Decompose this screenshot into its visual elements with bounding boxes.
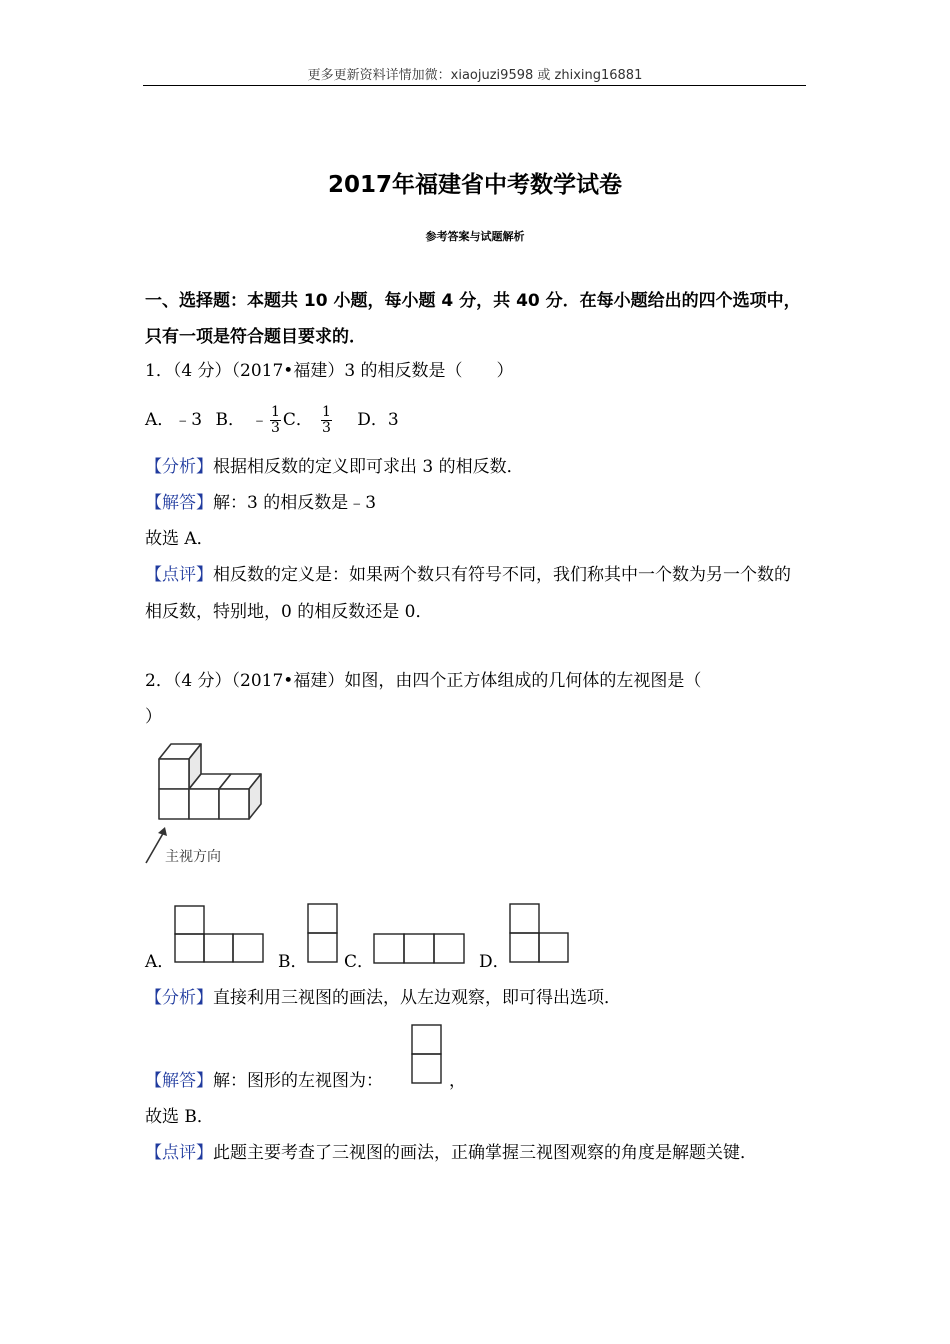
q2-option-a-label: A． [145, 952, 175, 972]
q2-analysis [145, 986, 810, 1010]
q2-choice: 故选 B． [145, 1107, 214, 1127]
q2-comment [145, 1135, 807, 1172]
page-header-text: 更多更新资料详情加微：xiaojuzi9598 或 zhixing16881 [307, 68, 643, 83]
q2-answer-end: ， [449, 1071, 466, 1091]
q2-option-a-figure [174, 905, 266, 965]
document-subtitle: 参考答案与试题解析 [425, 230, 525, 243]
fraction-denominator: 3 [271, 420, 280, 436]
q2-option-c-figure [373, 933, 467, 965]
q2-option-d-figure [509, 903, 571, 965]
q2-answer [145, 1069, 810, 1093]
section-heading: 一、选择题：本题共 10 小题，每小题 4 分，共 40 分．在每小题给出的四个选项中，只有一项是符合题目要求的． [145, 291, 801, 347]
q1-choice: 故选 A． [145, 529, 214, 549]
cube-front-face [159, 759, 189, 789]
q1-option-a: A．﹣3 [145, 410, 203, 430]
view-direction-label: 主视方向 [165, 849, 221, 865]
q2-comment-text: 此题主要考查了三视图的画法，正确掌握三视图观察的角度是解题关键． [213, 1143, 757, 1163]
q1-option-b-fraction [270, 405, 281, 436]
q1-comment-text: 相反数的定义是：如果两个数只有符号不同，我们称其中一个数为另一个数的相反数，特别地，0 的相反数还是 0． [145, 565, 791, 622]
cube-front-face [219, 789, 249, 819]
cube-front-face [189, 789, 219, 819]
analysis-tag: 【分析】 [145, 457, 213, 477]
q1-option-b-minus: ﹣ [251, 410, 268, 430]
fraction-numerator: 1 [321, 404, 331, 420]
q2-option-b-figure [307, 903, 339, 965]
q1-option-b-label: B． [215, 410, 245, 430]
answer-tag: 【解答】 [145, 493, 213, 513]
answer-tag: 【解答】 [145, 1071, 213, 1091]
q1-options [145, 402, 810, 438]
q1-option-c-label: C． [282, 410, 313, 430]
comment-tag: 【点评】 [145, 565, 213, 585]
header-divider [143, 85, 806, 86]
q2-option-d-label: D． [479, 952, 510, 972]
q2-option-c-label: C． [344, 952, 375, 972]
q2-stem-line2: ） [145, 707, 162, 727]
q1-option-d: D．3 [357, 410, 399, 430]
q2-answer-text: 解：图形的左视图为： [213, 1071, 383, 1091]
q2-cube-figure [140, 738, 270, 828]
q1-answer-text: 解：3 的相反数是﹣3 [213, 493, 377, 513]
document-title: 2017年福建省中考数学试卷 [327, 172, 622, 198]
q2-analysis-text: 直接利用三视图的画法，从左边观察，即可得出选项． [213, 988, 621, 1008]
q2-option-b-label: B． [278, 952, 308, 972]
cube-front-face [159, 789, 189, 819]
q1-comment [145, 557, 807, 631]
q1-stem: 1．（4 分）（2017•福建）3 的相反数是（ ） [145, 361, 514, 381]
q2-answer-figure [410, 1024, 444, 1086]
comment-tag: 【点评】 [145, 1143, 213, 1163]
fraction-numerator: 1 [271, 404, 280, 420]
q1-answer [145, 491, 810, 515]
analysis-tag: 【分析】 [145, 988, 213, 1008]
fraction-denominator: 3 [321, 420, 331, 436]
q1-analysis [145, 455, 810, 479]
q2-stem-line1: 2．（4 分）（2017•福建）如图，由四个正方体组成的几何体的左视图是（ [145, 671, 702, 691]
q1-option-c-fraction [321, 405, 332, 436]
q1-analysis-text: 根据相反数的定义即可求出 3 的相反数． [213, 457, 524, 477]
